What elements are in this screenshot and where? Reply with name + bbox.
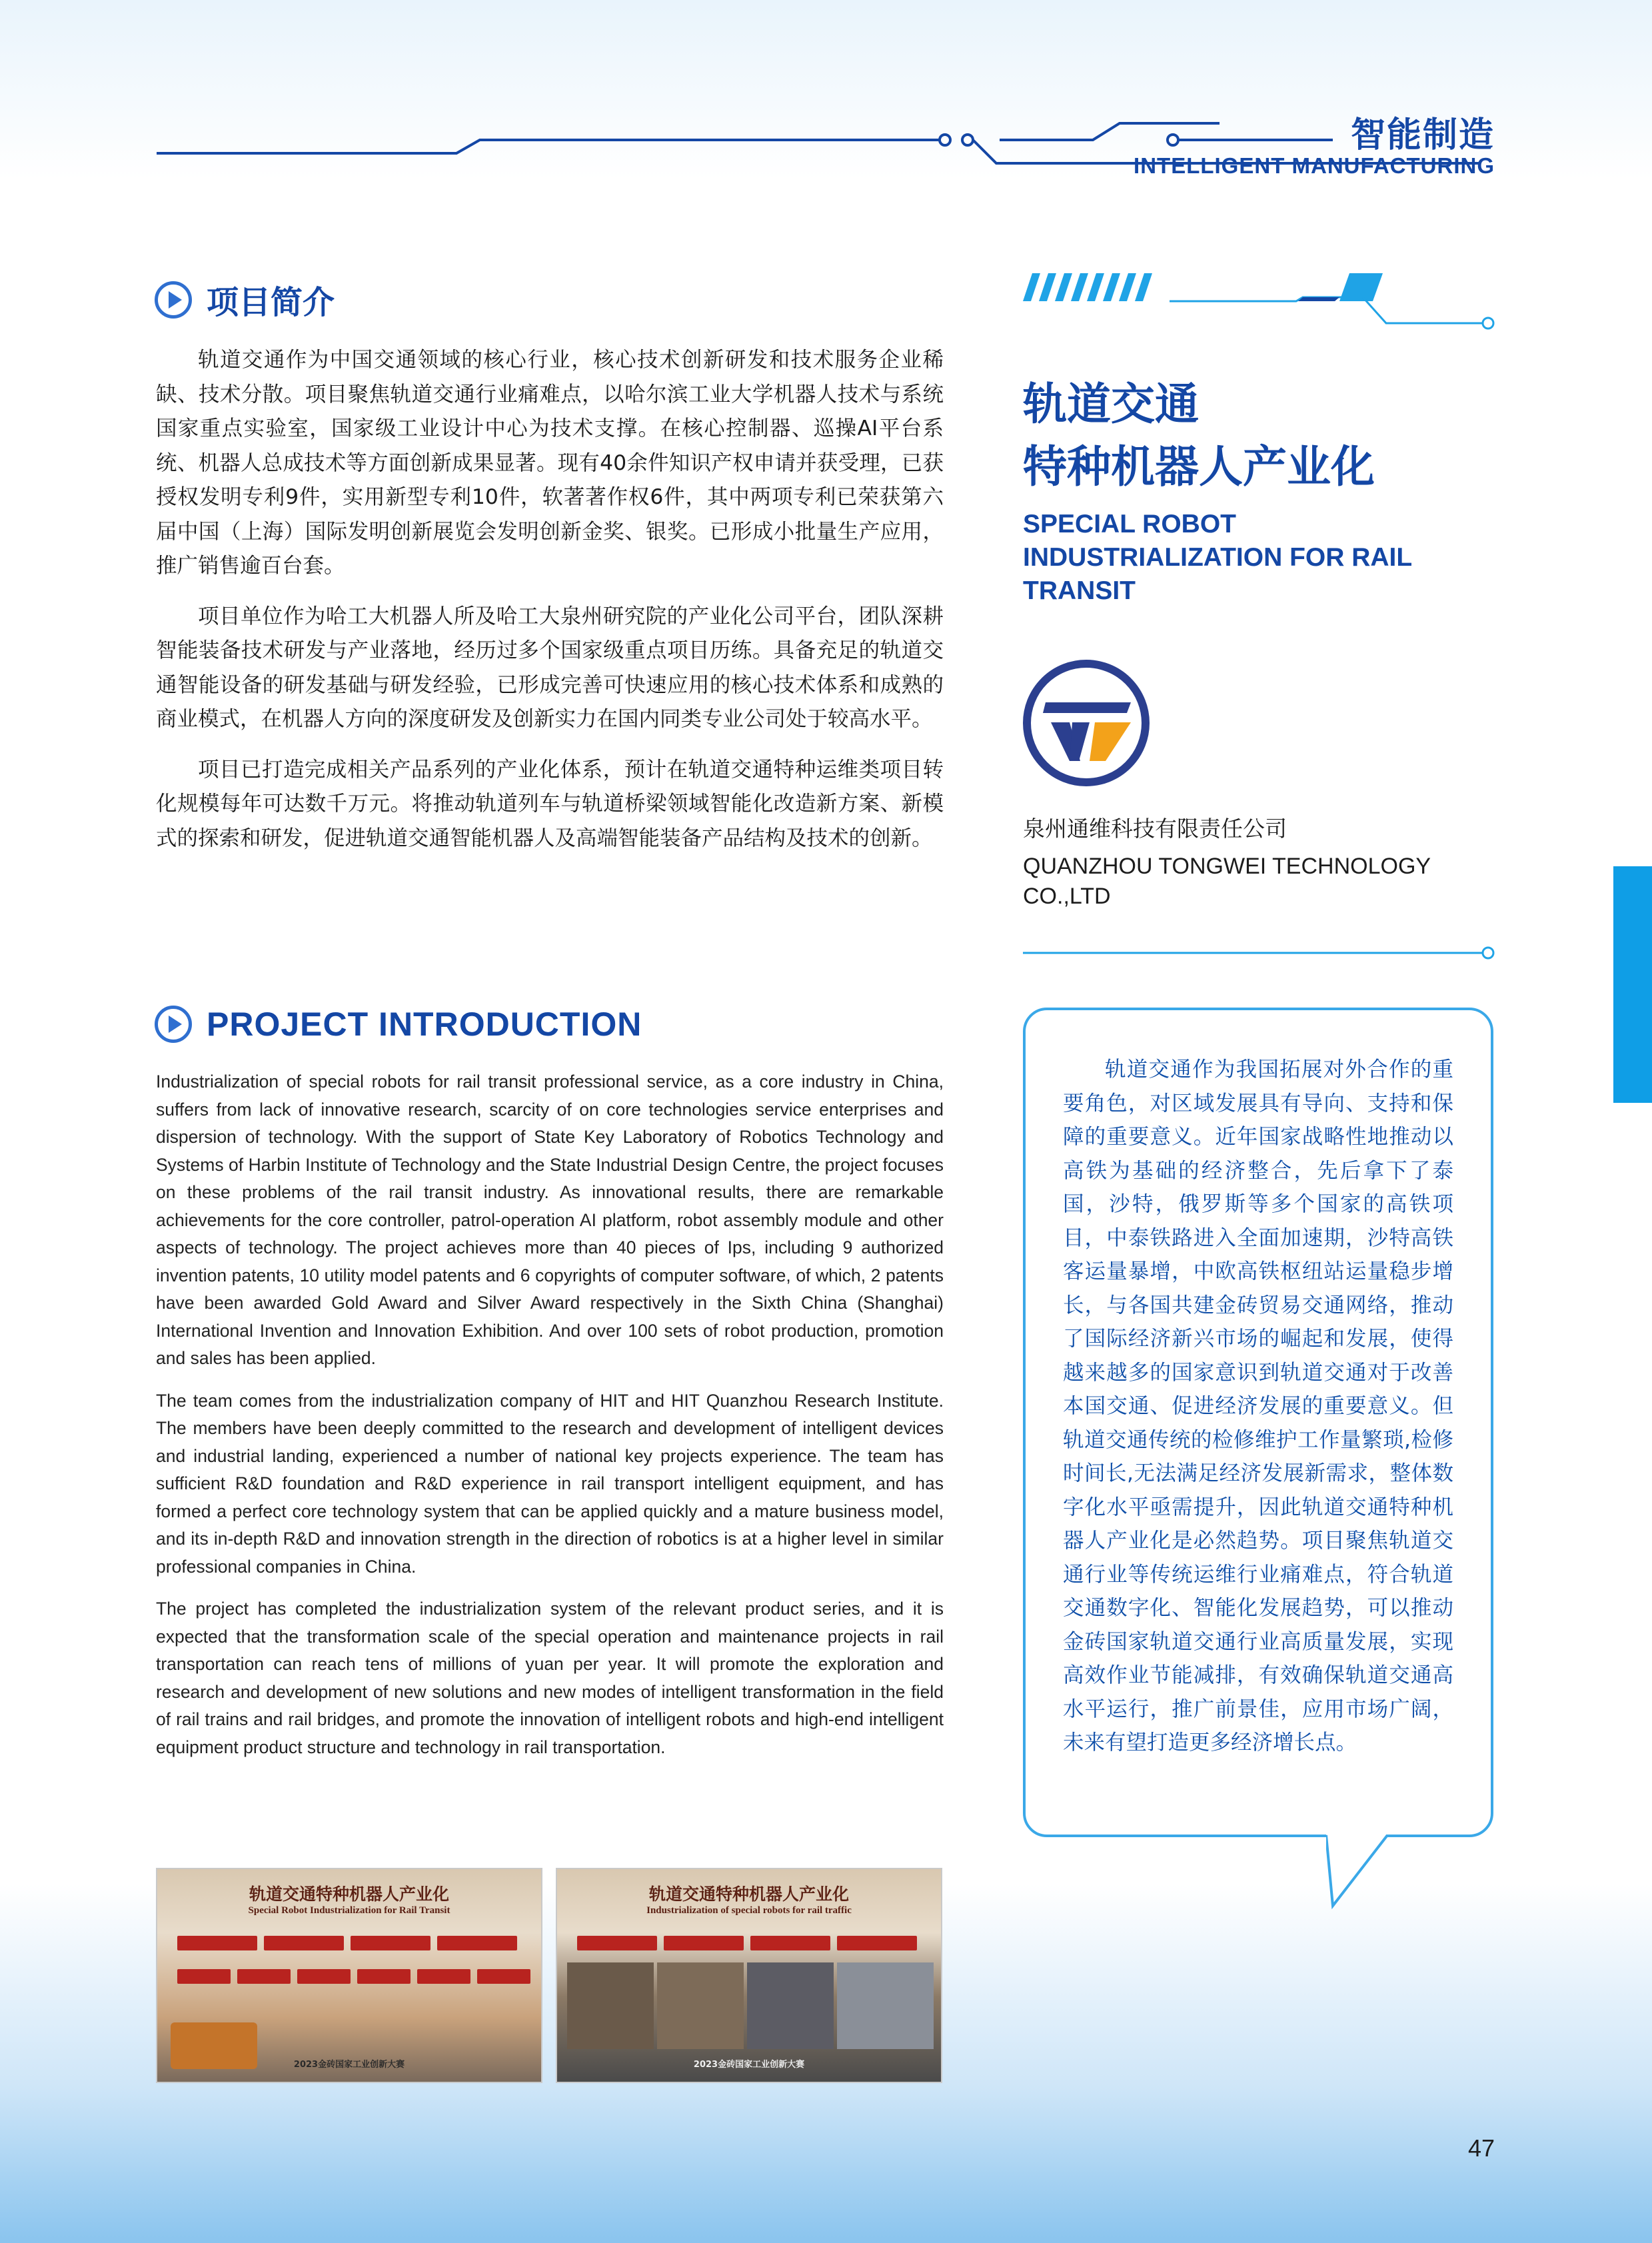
exhibit-photo-1 <box>156 1868 542 2083</box>
intro-en-paragraph: Industrialization of special robots for rail transit professional service, as a core industry in China, suffers from lack of innovative research, scarcity of on core technologies service enterprises and dispersion of technology. With the support of State Key Laboratory of Robotics Technology and Systems of Harbin Institute of Technology and the State Industrial Design Centre, the project focuses on these problems of the rail transit industry. As innovational results, there are remarkable achievements for the core controller, patrol-operation AI platform, robot assembly module and other aspects of technology. The project achieves more than 40 pieces of Ips, including 9 authorized invention patents, 10 utility model patents and 6 copyrights of computer software, of which, 2 patents have been awarded Gold Award and Silver Award respectively in the Sixth China (Shanghai) International Invention and Innovation Exhibition. And over 100 sets of robot production, promotion and sales has been applied. <box>156 1072 944 1368</box>
company-name-cn: 泉州通维科技有限责任公司 <box>1023 816 1287 842</box>
exhibit-photo-2 <box>556 1868 942 2083</box>
highlight-text: 轨道交通作为我国拓展对外合作的重要角色，对区域发展具有导向、支持和保障的重要意义。近年国家战略性地推动以高铁为基础的经济整合，先后拿下了泰国，沙特，俄罗斯等多个国家的高铁项目，中泰铁路进入全面加速期，沙特高铁客运量暴增，中欧高铁枢纽站运量稳步增长，与各国共建金砖贸易交通网络，推动了国际经济新兴市场的崛起和发展，使得越来越多的国家意识到轨道交通对于改善本国交通、促进经济发展的重要意义。但轨道交通传统的检修维护工作量繁琐,检修时间长,无法满足经济发展新需求，整体数字化水平亟需提升，因此轨道交通特种机器人产业化是必然趋势。项目聚焦轨道交通行业等传统运维行业痛难点，符合轨道交通数字化、智能化发展趋势，可以推动金砖国家轨道交通行业高质量发展，实现高效作业节能减排，有效确保轨道交通高水平运行，推广前景佳，应用市场广阔，未来有望打造更多经济增长点。 <box>1063 1058 1453 1755</box>
project-title-en-line: INDUSTRIALIZATION FOR RAIL <box>1023 543 1413 572</box>
project-title-cn-line: 特种机器人产业化 <box>1023 441 1375 492</box>
photo-subtitle: Special Robot Industrialization for Rail Transit <box>248 1905 450 1916</box>
photo-panel <box>351 1936 430 1950</box>
title-decoration-stripes <box>1023 273 1503 333</box>
photo-panel <box>750 1936 830 1950</box>
photo-subtitle: Industrialization of special robots for rail traffic <box>646 1905 852 1916</box>
photo-footer: 2023金砖国家工业创新大赛 <box>293 2060 405 2070</box>
intro-cn-paragraph: 项目单位作为哈工大机器人所及哈工大泉州研究院的产业化公司平台，团队深耕智能装备技术研发与产业落地，经历过多个国家级重点项目历练。具备充足的轨道交通智能设备的研发基础与研发经验，已形成完善可快速应用的核心技术体系和成熟的商业模式，在机器人方向的深度研发及创新实力在国内同类专业公司处于较高水平。 <box>156 604 944 731</box>
photo-panel <box>357 1969 411 1984</box>
company-name-en-line: CO.,LTD <box>1023 884 1111 909</box>
intro-en-paragraph: The project has completed the industrialization system of the relevant product series, and it is expected that the transformation scale of the special operation and maintenance projects in rail transportation can reach tens of millions of yuan per year. It will promote the exploration and research and development of new solutions and new modes of intelligent transformation in the field of rail trains and rail bridges, and promote the innovation of intelligent robots and high-end intelligent equipment product structure and technology in rail transportation. <box>156 1599 944 1757</box>
play-icon <box>155 281 192 319</box>
photo-image-panel <box>567 1962 654 2049</box>
intro-cn-body <box>156 343 944 856</box>
company-name-en <box>1023 852 1431 912</box>
intro-cn-heading-text: 项目简介 <box>207 284 335 321</box>
photo-panel <box>417 1969 470 1984</box>
photo-panel <box>297 1969 351 1984</box>
photo-image-panel <box>747 1962 834 2049</box>
photo-panel <box>577 1936 657 1950</box>
project-title-cn-line: 轨道交通 <box>1023 378 1199 430</box>
intro-en-heading-text: PROJECT INTRODUCTION <box>207 1006 642 1043</box>
company-name-en-line: QUANZHOU TONGWEI TECHNOLOGY <box>1023 854 1431 879</box>
photo-panel <box>477 1969 530 1984</box>
page-number: 47 <box>1467 2134 1495 2162</box>
photo-title: 轨道交通特种机器人产业化 <box>249 1884 449 1904</box>
section-title-en: INTELLIGENT MANUFACTURING <box>1134 153 1495 178</box>
photo-image-panel <box>837 1962 934 2049</box>
project-title-en <box>1023 508 1412 608</box>
photo-panel <box>264 1936 344 1950</box>
project-title-cn <box>1023 373 1375 498</box>
intro-en-body <box>156 1068 944 1761</box>
highlight-bubble <box>1023 1008 1493 1837</box>
intro-en-paragraph: The team comes from the industrialization company of HIT and HIT Quanzhou Research Institute. The members have been deeply committed to the research and development of intelligent devices and industrial landing, experienced a number of national key projects experience. The team has sufficient R&D foundation and R&D experience in rail transport intelligent equipment, and has formed a perfect core technology system that can be applied quickly and a mature business model, and its in-depth R&D and innovation strength in the direction of robotics is at a higher level in similar professional companies in China. <box>156 1390 944 1577</box>
intro-cn-paragraph: 项目已打造完成相关产品系列的产业化体系，预计在轨道交通特种运维类项目转化规模每年可达数千万元。将推动轨道列车与轨道桥梁领域智能化改造新方案、新模式的探索和研发，促进轨道交通智能机器人及高端智能装备产品结构及技术的创新。 <box>156 757 944 850</box>
play-icon <box>155 1006 192 1043</box>
photo-panel <box>437 1936 517 1950</box>
divider-line <box>1023 943 1503 963</box>
photo-panel <box>837 1936 917 1950</box>
bubble-tail <box>1326 1834 1399 1914</box>
photo-panel <box>177 1936 257 1950</box>
intro-cn-heading <box>155 277 335 323</box>
photo-image-panel <box>657 1962 744 2049</box>
side-tab-marker <box>1613 866 1652 1103</box>
section-title-cn: 智能制造 <box>1350 115 1495 155</box>
intro-cn-paragraph: 轨道交通作为中国交通领域的核心行业，核心技术创新研发和技术服务企业稀缺、技术分散。项目聚焦轨道交通行业痛难点，以哈尔滨工业大学机器人技术与系统国家重点实验室，国家级工业设计中心为技术支撑。在核心控制器、巡操AI平台系统、机器人总成技术等方面创新成果显著。现有40余件知识产权申请并获受理，已获授权发明专利9件，实用新型专利10件，软著著作权6件，其中两项专利已荣获第六届中国（上海）国际发明创新展览会发明创新金奖、银奖。已形成小批量生产应用，推广销售逾百台套。 <box>156 348 944 578</box>
project-title-en-line: SPECIAL ROBOT <box>1023 510 1236 538</box>
photo-footer: 2023金砖国家工业创新大赛 <box>693 2060 805 2070</box>
photo-panel <box>237 1969 291 1984</box>
photo-panel <box>177 1969 231 1984</box>
project-title-en-line: TRANSIT <box>1023 576 1136 605</box>
photo-panel <box>664 1936 744 1950</box>
photo-title: 轨道交通特种机器人产业化 <box>648 1884 849 1904</box>
tongwei-logo-icon <box>1023 660 1150 786</box>
intro-en-heading <box>155 1005 642 1044</box>
